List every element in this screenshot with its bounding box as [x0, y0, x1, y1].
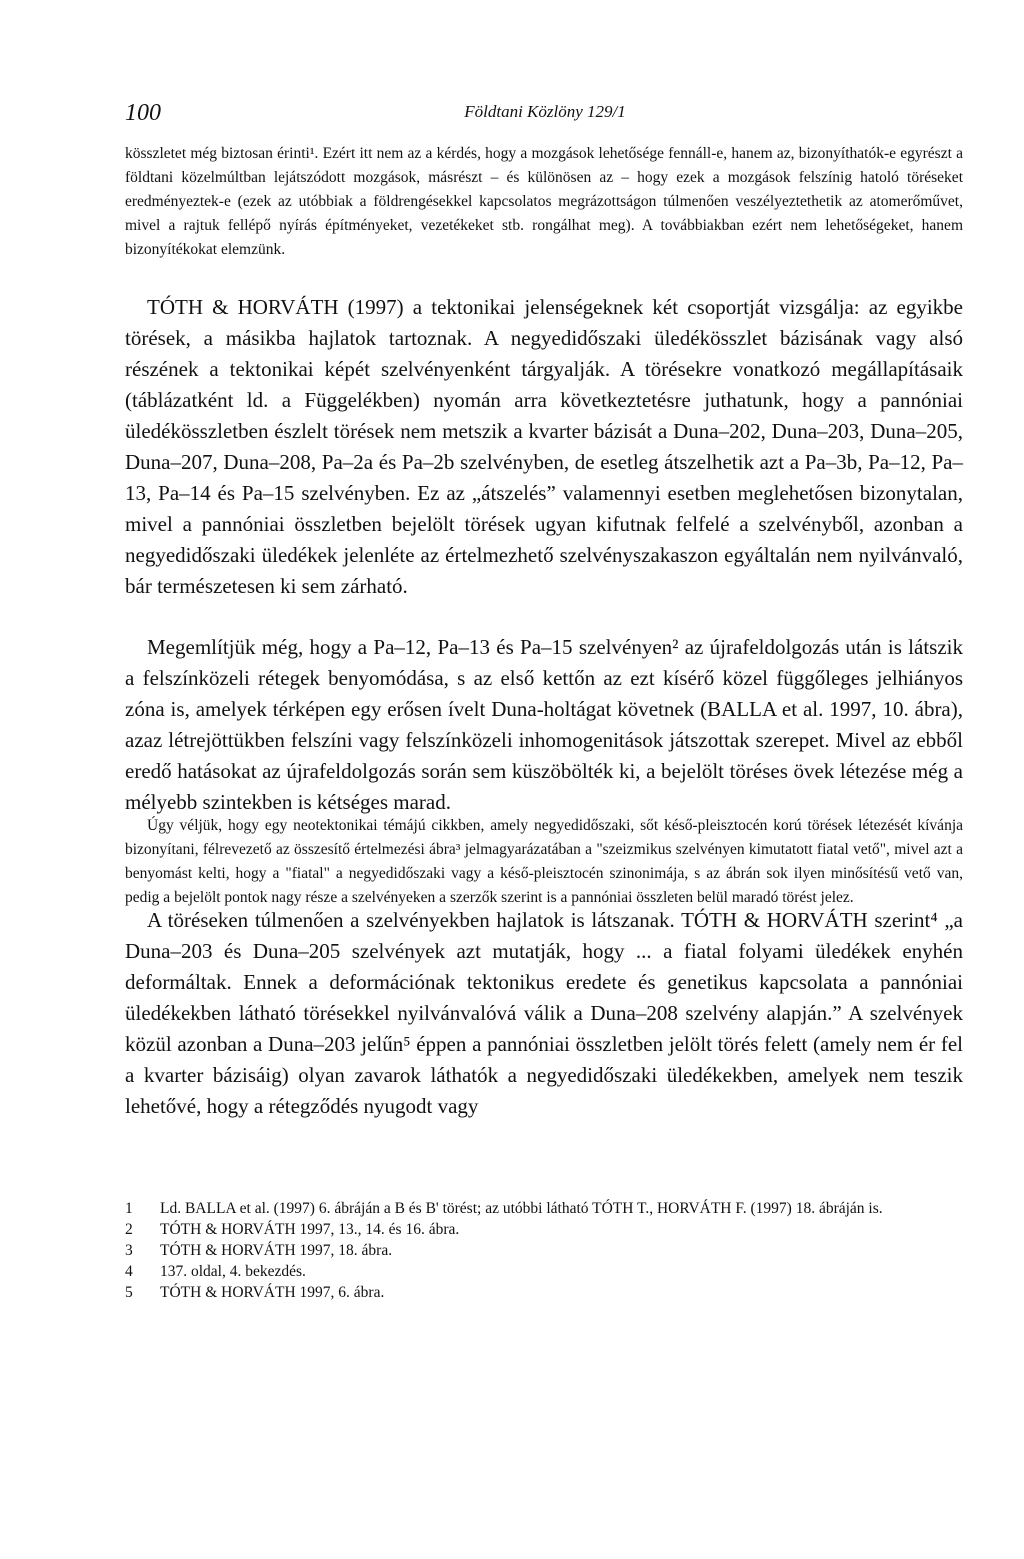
paragraph-intro: kösszletet még biztosan érinti¹. Ezért itt nem az a kérdés, hogy a mozgások lehetősége fennáll-e, hanem az, bizonyíthatók-e egyrészt a földtani közelmúltban lejátszódott mozgások, másrészt – és különösen az – hogy ezek a mozgások felszínig hatoló töréseket eredményeztek-e (ezek az utóbbiak a földrengésekkel kapcsolatos megrázottságon túlmenően veszélyeztethetik az atomerőművet, mivel a rajtuk fellépő nyírás építményeket, vezetékeket stb. rongálhat meg). A továbbiakban ezért nem lehetőségeket, hanem bizonyítékokat elemzünk. [125, 145, 963, 258]
paragraph-ugy-veljuk: Úgy véljük, hogy egy neotektonikai témájú cikkben, amely negyedidőszaki, sőt késő-pleisztocén korú törések létezését kívánja bizonyítani, félrevezető az összesítő értelmezési ábra³ jelmagyarázatában a "szeizmikus szelvényen kimutatott fiatal vető", mivel azt a benyomást kelti, hogy a "fiatal" a negyedidőszaki vagy a késő-pleisztocén szinonimája, s az ábrán sok ilyen minősítésű vető van, pedig a bejelölt pontok nagy része a szelvényeken a szerzők szerint is a pannóniai összleten belül maradó törést jelez. [125, 817, 963, 906]
footnote-text: Ld. BALLA et al. (1997) 6. ábráján a B és B' törést; az utóbbi látható TÓTH T., HORVÁTH F. (1997) 18. ábráján is. [160, 1200, 883, 1217]
paragraph-toth-horvath: TÓTH & HORVÁTH (1997) a tektonikai jelenségeknek két csoportját vizsgálja: az egyikbe törések, a másikba hajlatok tartoznak. A negyedidőszaki üledékösszlet bázisának vagy alsó részének a tektonikai képét szelvényenként tárgyalják. A törésekre vonatkozó megállapításaik (táblázatként ld. a Függelékben) nyomán arra következtetésre juthatunk, hogy a pannóniai üledékösszletben észlelt törések nem metszik a kvarter bázisát a Duna–202, Duna–203, Duna–205, Duna–207, Duna–208, Pa–2a és Pa–2b szelvényben, de esetleg átszelhetik azt a Pa–3b, Pa–12, Pa–13, Pa–14 és Pa–15 szelvényben. Ez az „átszelés” valamennyi esetben meglehetősen bizonytalan, mivel a pannóniai összletben bejelölt törések ugyan kifutnak felfelé a szelvényből, azonban a negyedidőszaki üledékek jelenléte az értelmezhető szelvényszakaszon egyáltalán nem nyilvánvaló, bár természetesen ki sem zárható. [125, 295, 963, 598]
footnotes [125, 1198, 963, 1303]
footnote-number: 3 [125, 1242, 133, 1259]
paragraph-megemlitjuk: Megemlítjük még, hogy a Pa–12, Pa–13 és Pa–15 szelvényen² az újrafeldolgozás után is látszik a felszínközeli rétegek benyomódása, s az első kettőn az ezt kísérő közel függőleges jelhiányos zóna is, amelyek térképen egy erősen ívelt Duna-holtágat követnek (BALLA et al. 1997, 10. ábra), azaz létrejöttükben felszíni vagy felszínközeli inhomogenitások játszottak szerepet. Mivel az ebből eredő hatásokat az újrafeldolgozás során sem küszöbölték ki, a bejelölt töréses övek létezése még a mélyebb szintekben is kétséges marad. [125, 635, 963, 814]
footnote-number: 1 [125, 1200, 133, 1217]
running-header [125, 100, 965, 130]
footnote-5 [125, 1282, 963, 1303]
footnote-2 [125, 1219, 963, 1240]
paragraph-hajlatok: A töréseken túlmenően a szelvényekben hajlatok is látszanak. TÓTH & HORVÁTH szerint⁴ „a Duna–203 és Duna–205 szelvények azt mutatják, hogy ... a fiatal folyami üledékek enyhén deformáltak. Ennek a deformációnak tektonikus eredete és genetikus kapcsolata a pannóniai üledékekben látható törésekkel nyilvánvalóvá válik a Duna–208 szelvény alapján.” A szelvények közül azonban a Duna–203 jelűn⁵ éppen a pannóniai összletben jelölt törés felett (amely nem ér fel a kvarter bázisáig) olyan zavarok láthatók a negyedidőszaki üledékekben, amelyek nem teszik lehetővé, hogy a rétegződés nyugodt vagy [125, 908, 963, 1118]
journal-title: Földtani Közlöny 129/1 [464, 102, 626, 121]
footnote-text: TÓTH & HORVÁTH 1997, 6. ábra. [160, 1284, 385, 1301]
footnote-number: 4 [125, 1263, 133, 1280]
page-number: 100 [125, 100, 161, 126]
footnote-number: 2 [125, 1221, 133, 1238]
footnote-text: TÓTH & HORVÁTH 1997, 18. ábra. [160, 1242, 393, 1259]
footnote-text: TÓTH & HORVÁTH 1997, 13., 14. és 16. ábra. [160, 1221, 460, 1238]
footnote-3 [125, 1240, 963, 1261]
footnote-text: 137. oldal, 4. bekezdés. [160, 1263, 306, 1280]
footnote-number: 5 [125, 1284, 133, 1301]
footnote-1 [125, 1198, 963, 1219]
footnote-4 [125, 1261, 963, 1282]
